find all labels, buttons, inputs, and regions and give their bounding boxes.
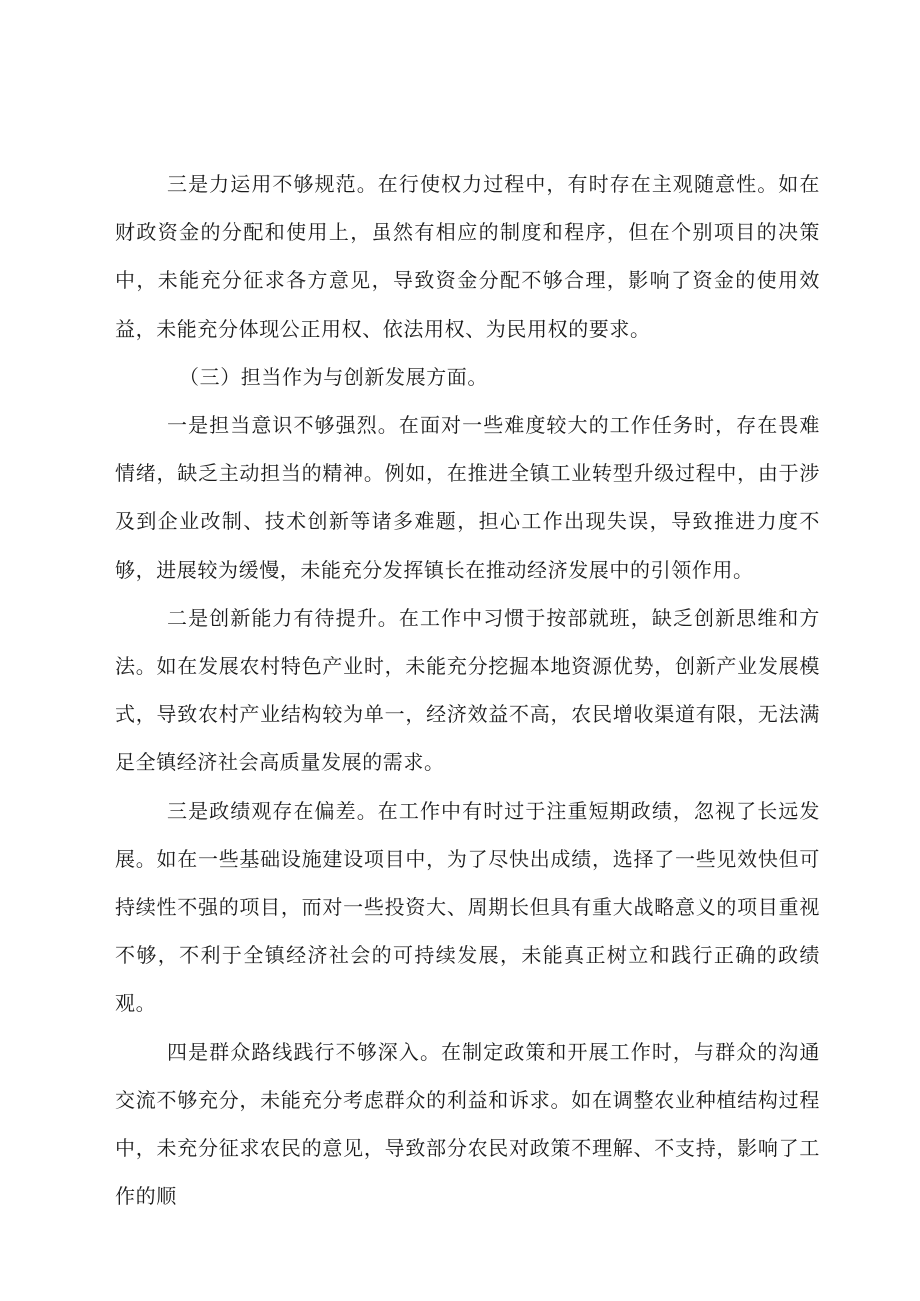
paragraph-power-usage: 三是力运用不够规范。在行使权力过程中，有时存在主观随意性。如在财政资金的分配和使用上，虽然有相应的制度和程序，但在个别项目的决策中，未能充分征求各方意见，导致资金分配不够合理，影响了资金的使用效益，未能充分体现公正用权、依法用权、为民用权的要求。 (115, 172, 820, 341)
paragraph-mass-line: 四是群众路线践行不够深入。在制定政策和开展工作时，与群众的沟通交流不够充分，未能充分考虑群众的利益和诉求。如在调整农业种植结构过程中，未充分征求农民的意见，导致部分农民对政策不理解、不支持，影响了工作的顺 (115, 1039, 820, 1209)
section-heading-responsibility-innovation: （三）担当作为与创新发展方面。 (179, 364, 488, 389)
paragraph-performance-view: 三是政绩观存在偏差。在工作中有时过于注重短期政绩，忽视了长远发展。如在一些基础设施建设项目中，为了尽快出成绩，选择了一些见效快但可持续性不强的项目，而对一些投资大、周期长但具有重大战略意义的项目重视不够，不利于全镇经济社会的可持续发展，未能真正树立和践行正确的政绩观。 (115, 798, 820, 1016)
paragraph-responsibility-awareness: 一是担当意识不够强烈。在面对一些难度较大的工作任务时，存在畏难情绪，缺乏主动担当的精神。例如，在推进全镇工业转型升级过程中，由于涉及到企业改制、技术创新等诸多难题，担心工作出现失误，导致推进力度不够，进展较为缓慢，未能充分发挥镇长在推动经济发展中的引领作用。 (115, 413, 820, 582)
document-body (115, 160, 820, 1220)
paragraph-innovation-ability: 二是创新能力有待提升。在工作中习惯于按部就班，缺乏创新思维和方法。如在发展农村特色产业时，未能充分挖掘本地资源优势，创新产业发展模式，导致农村产业结构较为单一，经济效益不高，农民增收渠道有限，无法满足全镇经济社会高质量发展的需求。 (115, 605, 820, 775)
